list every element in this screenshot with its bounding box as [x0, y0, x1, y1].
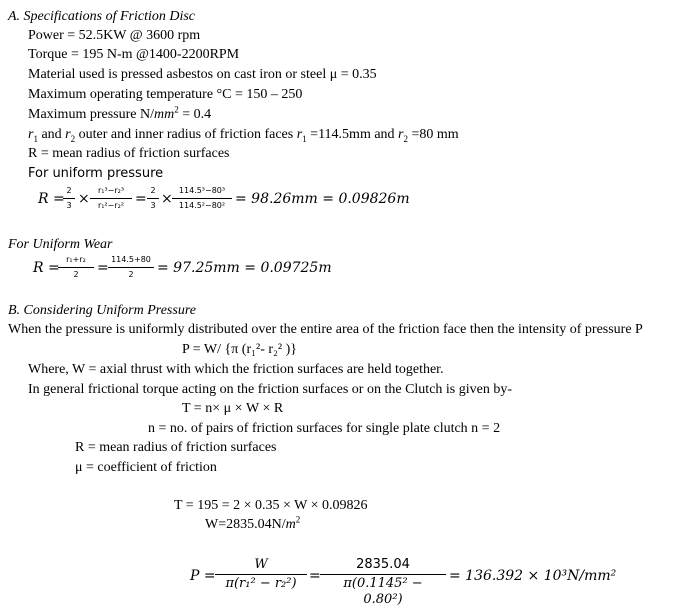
mean-radius-definition: R = mean radius of friction surfaces	[28, 146, 230, 161]
radius-text-4: =80 mm	[408, 127, 459, 142]
material-spec: Material used is pressed asbestos on cast iron or steel μ = 0.35	[28, 67, 377, 82]
section-b-heading: B. Considering Uniform Pressure	[8, 303, 196, 318]
uniform-pressure-intro: When the pressure is uniformly distributed over the entire area of the friction face then the intensity of pressure P	[8, 322, 643, 337]
torque-spec: Torque = 195 N-m @1400-2200RPM	[28, 47, 240, 62]
eq1-times-1: ×	[78, 191, 90, 207]
eq1-result: = 98.26mm = 0.09826m	[235, 191, 410, 207]
power-spec: Power = 52.5KW @ 3600 rpm	[28, 28, 201, 43]
uniform-wear-heading: For Uniform Wear	[8, 237, 113, 252]
eq1-lhs: R =	[38, 191, 65, 207]
pressure-value: = 0.4	[178, 107, 212, 122]
eq1-fraction-4: $\frac{\text{114.5³−80³}}{\text{114.5²−80²}}$	[172, 185, 232, 212]
section-a-heading: A. Specifications of Friction Disc	[8, 9, 196, 24]
eq2-fraction-2: $\frac{114.5+80}{2}$	[108, 254, 154, 281]
eq3-lhs: P =	[190, 568, 216, 584]
torque-text: In general frictional torque acting on the friction surfaces or on the Clutch is given by-	[28, 382, 513, 397]
eq1-fraction-2: $\frac{\text{r₁³−r₂³}}{\text{r₁²−r₂²}}$	[90, 185, 132, 212]
pressure-unit: mm	[153, 107, 175, 122]
thrust-unit: m	[285, 517, 296, 532]
axial-thrust-definition: Where, W = axial thrust with which the friction surfaces are held together.	[28, 362, 444, 377]
radius-text-1: and	[37, 127, 66, 142]
pressure-label: Maximum pressure N/	[28, 107, 154, 122]
pressure-formula: P = W/ {π (r₁²- r₂² )}	[182, 342, 297, 357]
eq1-fraction-3: $\frac{2}{3}$	[147, 185, 159, 212]
radius-spec: $r_1$ and $r_2$ outer and inner radius of friction faces $r_1 =114.5mm$ and $r_2 =80$ mm	[28, 127, 459, 144]
temperature-spec: Maximum operating temperature °C = 150 – 250	[28, 87, 303, 102]
eq1-equals: =	[135, 191, 147, 207]
radius-text-2: outer and inner radius of friction faces	[75, 127, 297, 142]
r-definition: R = mean radius of friction surfaces	[75, 440, 277, 455]
eq1-times-2: ×	[161, 191, 173, 207]
eq2-result: = 97.25mm = 0.09725m	[157, 260, 332, 276]
pressure-spec: Maximum pressure $N/mm^2 = 0.4$	[28, 104, 212, 122]
eq3-result: = 136.392 × 10³N/mm²	[449, 568, 617, 584]
radius-text-3: =114.5mm and	[306, 127, 399, 142]
thrust-text: W=2835.04N/	[205, 517, 286, 532]
eq1-fraction-1: $\frac{2}{3}$	[63, 185, 75, 212]
eq2-equals: =	[97, 260, 109, 276]
eq2-lhs: R =	[33, 260, 60, 276]
eq3-fraction-2: $\frac{2835.04}{\text{π(0.1145² − 0.80²)}}$	[320, 557, 446, 608]
torque-calculation: T = 195 = 2 × 0.35 × W × 0.09826	[174, 498, 368, 513]
eq3-fraction-1: $\frac{W}{\text{π(r₁² − r₂²)}}$	[215, 557, 307, 592]
thrust-calculation: $W=2835.04N/m^2$	[205, 514, 301, 532]
n-definition: n = no. of pairs of friction surfaces for single plate clutch n = 2	[148, 421, 501, 436]
eq2-fraction-1: $\frac{\text{r₁+r₂}}{2}$	[58, 254, 94, 281]
eq3-equals: =	[309, 568, 321, 584]
torque-formula: T = n× μ × W × R	[182, 401, 284, 416]
mu-definition: μ = coefficient of friction	[75, 460, 217, 475]
uniform-pressure-label: For uniform pressure	[28, 166, 164, 181]
